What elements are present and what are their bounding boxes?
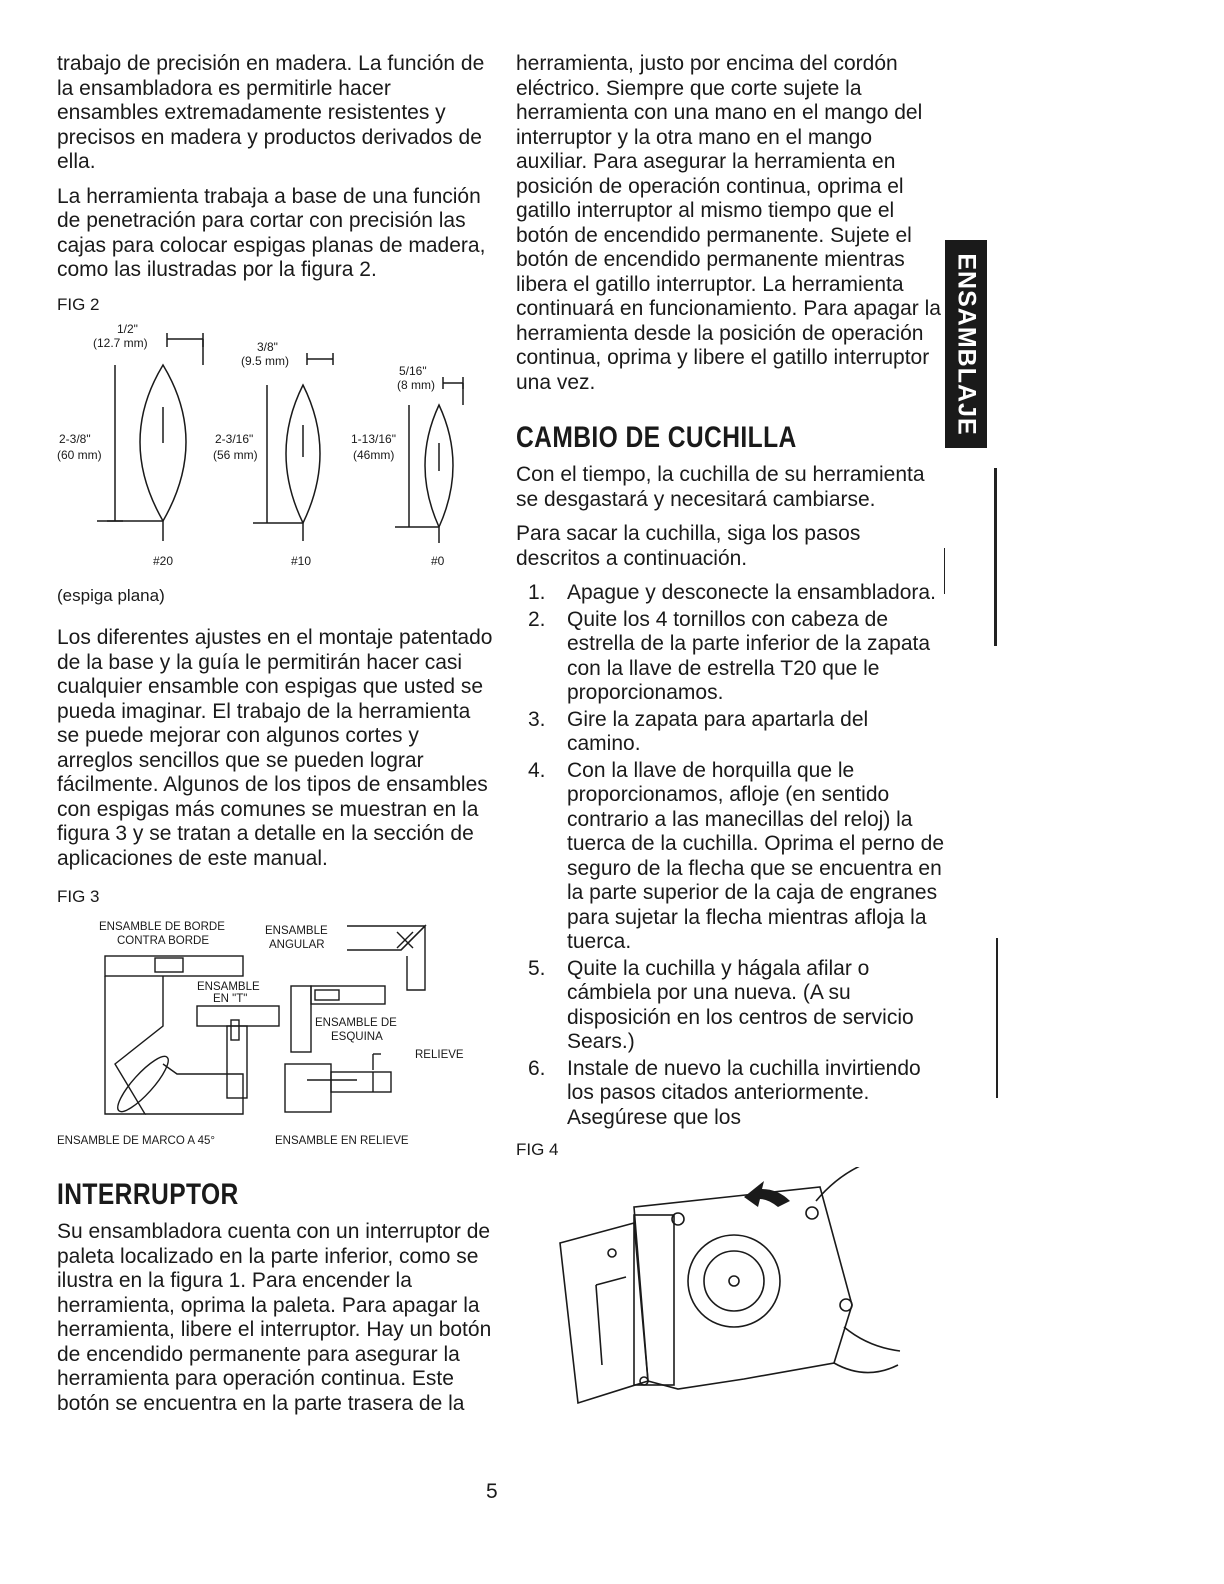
fig3-borde-1: ENSAMBLE DE BORDE (99, 920, 225, 933)
biscuit-10-width-mm: (9.5 mm) (241, 354, 289, 368)
fig2-caption: (espiga plana) (57, 585, 165, 605)
interruptor-paragraph: Su ensambladora cuenta con un interruptor de paleta localizado en la parte inferior, como se ilustra en la figura 1. Para encender la herramienta, oprima la paleta. Para apagar la herramienta, libere el interruptor. Hay un botón de encendido permanente para asegurar la herramienta para operación continua. Este botón se encuentra en la parte trasera de la (57, 1220, 492, 1415)
fig3-joints-diagram (57, 914, 497, 1154)
body-paragraph: Los diferentes ajustes en el montaje patentado de la base y la guía le permitirán hacer casi cualquier ensamble con espigas que usted se pueda imaginar. El trabajo de la herramienta se puede mejorar con algunos cortes y arreglos sencillos que se pueden lograr fácilmente. Algunos de los tipos de ensambles con espigas más comunes se muestran en la figura 3 y se tratan a detalle en la sección de aplicaciones de este manual. (57, 626, 493, 870)
corner-joint (291, 986, 311, 1052)
fig3-t-1: ENSAMBLE (197, 980, 260, 993)
scan-mark-3 (996, 938, 998, 1098)
list-item: 2. Quite los 4 tornillos con cabeza de estrella de la parte inferior de la zapata con la llave de estrella T20 que le proporcionamos. (528, 607, 931, 704)
list-item: 1. Apague y desconecte la ensambladora. (528, 581, 936, 604)
intro-paragraph-2: La herramienta trabaja a base de una función de penetración para cortar con precisión las cajas para colocar espigas planas de madera, como las ilustradas por la figura 2. (57, 184, 486, 281)
intro-paragraph-1: trabajo de precisión en madera. La función de la ensambladora es permitirle hacer ensambles extremadamente resistentes y precisos en madera y productos derivados de ella. (57, 52, 485, 173)
fig3-borde-2: CONTRA BORDE (117, 934, 210, 947)
biscuit-10-length-mm: (56 mm) (213, 448, 258, 462)
list-item: 4. Con la llave de horquilla que le proporcionamos, afloje (en sentido contrario a las manecillas del reloj) la tuerca de la cuchilla. Oprima el perno de seguro de la flecha que se encuentra en la parte superior de la caja de engranes para sujetar la flecha mientras afloja la tuerca. (528, 758, 945, 953)
fig3-esquina-1: ENSAMBLE DE (315, 1016, 397, 1029)
biscuit-10-width-in: 3/8" (257, 340, 278, 354)
biscuit-10-number: #10 (291, 554, 312, 568)
t-joint (197, 1006, 279, 1026)
biscuit-0-width-mm: (8 mm) (397, 378, 435, 392)
fig3-marco: ENSAMBLE DE MARCO A 45° (57, 1134, 215, 1147)
biscuit-20-number: #20 (153, 554, 174, 568)
fig3-t-2: EN "T" (213, 992, 248, 1005)
right-column (516, 52, 946, 1423)
cambio-heading: CAMBIO DE CUCHILLA (516, 421, 797, 454)
biscuit-10-length-in: 2-3/16" (215, 432, 254, 446)
fig3-angular-2: ANGULAR (269, 938, 325, 951)
cambio-paragraph-1: Con el tiempo, la cuchilla de su herramienta se desgastará y necesitará cambiarse. (516, 463, 925, 511)
fig3-angular-1: ENSAMBLE (265, 924, 328, 937)
switch-continuation-paragraph: herramienta, justo por encima del cordón eléctrico. Siempre que corte sujete la herramienta con una mano en el mango del interruptor y la otra mano en el mango auxiliar. Para asegurar la herramienta en posición de operación continua, oprima el gatillo interruptor al mismo tiempo que el botón de encendido permanente. Sujete el botón de encendido permanente mientras libera el gatillo interruptor. La herramienta continuará en funcionamiento. Para apagar la herramienta desde la posición de operación continua, oprima y libere el gatillo interruptor una vez. (516, 52, 941, 394)
fig2-biscuit-diagram (57, 321, 497, 573)
list-item: 5. Quite la cuchilla y hágala afilar o cámbiela por una nueva. (A su disposición en los centros de servicio Sears.) (528, 956, 914, 1053)
biscuit-20-length-mm: (60 mm) (57, 448, 102, 462)
list-item: 3. Gire la zapata para apartarla del camino. (528, 707, 869, 755)
scan-mark-2 (944, 548, 945, 594)
fig4-label: FIG 4 (516, 1140, 559, 1159)
biscuit-0-length-mm: (46mm) (353, 448, 395, 462)
scan-mark-1 (994, 468, 997, 646)
biscuit-20-length-in: 2-3/8" (59, 432, 91, 446)
fig2-label: FIG 2 (57, 294, 100, 314)
cambio-paragraph-2: Para sacar la cuchilla, siga los pasos descritos a continuación. (516, 522, 861, 570)
frame-45-joint (105, 976, 163, 1114)
side-tab-label: ENSAMBLAJE (952, 252, 981, 436)
interruptor-heading: INTERRUPTOR (57, 1178, 239, 1211)
left-column (57, 52, 497, 1426)
fig3-relieve: RELIEVE (415, 1048, 464, 1061)
page-number: 5 (486, 1480, 498, 1503)
biscuit-20-width-mm: (12.7 mm) (93, 336, 148, 350)
relief-joint (285, 1064, 331, 1112)
section-side-tab (945, 240, 987, 448)
biscuit-0-number: #0 (431, 554, 445, 568)
biscuit-0-length-in: 1-13/16" (351, 432, 396, 446)
list-item: 6. Instale de nuevo la cuchilla invirtiendo los pasos citados anteriormente. Asegúrese que los (528, 1056, 921, 1129)
biscuit-0-width-in: 5/16" (399, 364, 427, 378)
fig3-label: FIG 3 (57, 887, 100, 906)
fig4-blade-housing-illustration (516, 1167, 946, 1417)
biscuit-20-width-in: 1/2" (117, 322, 138, 336)
blade-change-steps (516, 581, 946, 1130)
fig3-esquina-2: ESQUINA (331, 1030, 383, 1043)
edge-joint-boards (105, 956, 243, 976)
fig3-en-relieve: ENSAMBLE EN RELIEVE (275, 1134, 409, 1147)
rotation-arrow-icon (744, 1181, 790, 1207)
